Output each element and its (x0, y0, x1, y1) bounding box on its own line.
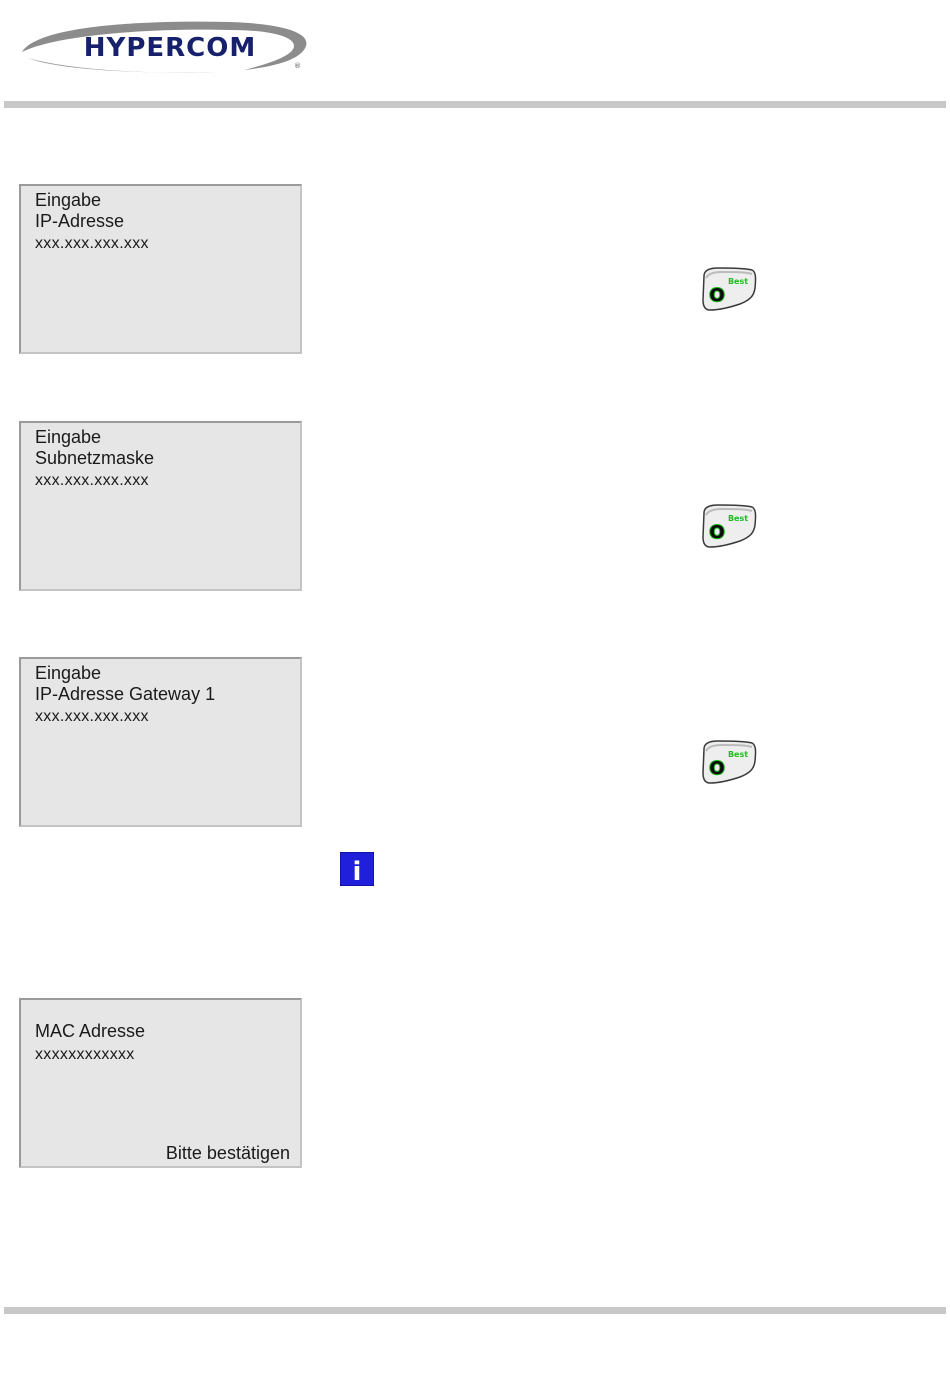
screen-line: Subnetzmaske (35, 448, 155, 468)
screen-value: xxx.xxx.xxx.xxx (35, 472, 149, 489)
screen-line: Eingabe (35, 427, 102, 447)
info-glyph: i (352, 857, 362, 886)
screen-line: IP-Adresse (35, 211, 125, 231)
confirm-key-icon[interactable] (700, 503, 758, 549)
screen-line: MAC Adresse (35, 1021, 146, 1041)
confirm-key-icon[interactable] (700, 266, 758, 312)
screen-line: IP-Adresse Gateway 1 (35, 684, 216, 704)
screen-confirm-prompt: Bitte bestätigen (165, 1143, 290, 1163)
terminal-screen-subnet-mask (19, 421, 302, 591)
terminal-screen-gateway (19, 657, 302, 827)
key-o-glyph: O (709, 522, 725, 543)
footer-divider (4, 1307, 946, 1314)
screen-value: xxx.xxx.xxx.xxx (35, 235, 149, 252)
key-label: Best (727, 514, 749, 523)
screen-line: Eingabe (35, 663, 102, 683)
header-divider (4, 101, 946, 108)
info-icon (340, 852, 374, 886)
logo-text: HYPERCOM (83, 33, 257, 63)
terminal-screen-ip-address (19, 184, 302, 354)
screen-line: Eingabe (35, 190, 102, 210)
logo-registered-mark: ® (294, 62, 301, 70)
screen-value: xxx.xxx.xxx.xxx (35, 708, 149, 725)
terminal-screen-mac-address (19, 998, 302, 1168)
screen-value: xxxxxxxxxxxx (35, 1046, 135, 1063)
hypercom-logo (18, 18, 310, 74)
key-o-glyph: O (709, 758, 725, 779)
key-label: Best (727, 277, 749, 286)
key-o-glyph: O (709, 285, 725, 306)
confirm-key-icon[interactable] (700, 739, 758, 785)
key-label: Best (727, 750, 749, 759)
